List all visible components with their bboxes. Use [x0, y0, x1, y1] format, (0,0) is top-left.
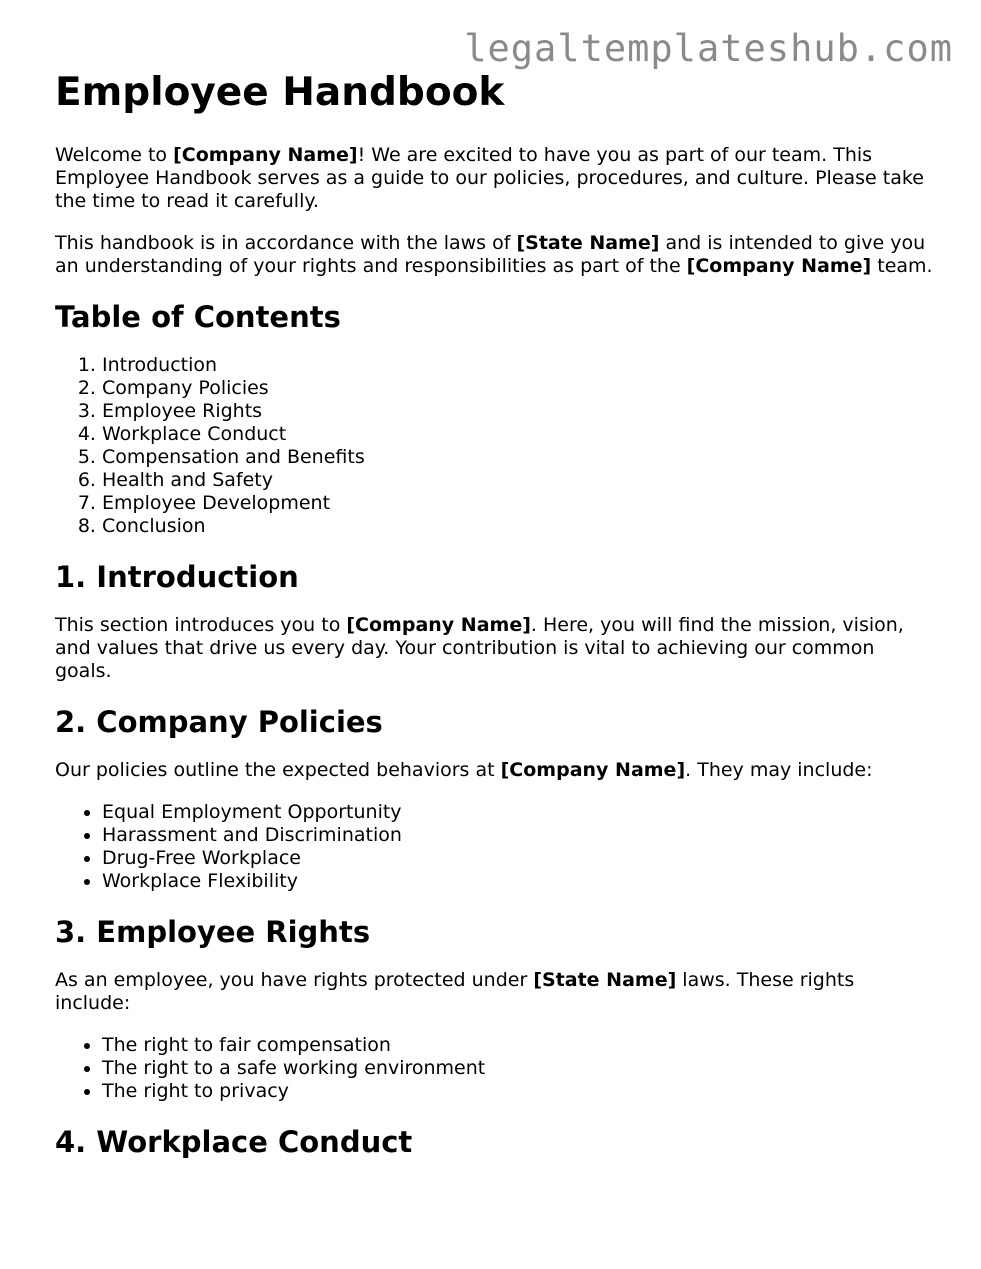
- section-heading-company-policies: 2. Company Policies: [55, 705, 383, 739]
- text-run: laws. These rights include:: [55, 969, 855, 1014]
- list-item: • Harassment and Discrimination: [102, 824, 935, 847]
- toc-item-compensation-benefits: 5. Compensation and Benefits: [102, 446, 935, 469]
- list-item: • The right to a safe working environment: [102, 1057, 935, 1080]
- company-name-placeholder: [Company Name]: [686, 255, 872, 277]
- text-run: . Here, you will find the mission, vision, and values that drive us every day. Your contribution is vital to achieving our common goals.: [55, 614, 904, 682]
- toc-item-introduction: 1. Introduction: [102, 354, 935, 377]
- toc-heading: Table of Contents: [55, 300, 341, 334]
- text-run: This handbook is in accordance with the laws of: [55, 232, 517, 254]
- text-run: . They may include:: [685, 759, 873, 781]
- company-name-placeholder: [Company Name]: [173, 144, 358, 166]
- section-heading-introduction: 1. Introduction: [55, 560, 299, 594]
- intro-paragraph-2: [55, 232, 935, 278]
- section-text-company-policies: [55, 759, 935, 782]
- intro-paragraph-1: [55, 144, 935, 213]
- toc-item-company-policies: 2. Company Policies: [102, 377, 935, 400]
- rights-list: [55, 1034, 935, 1103]
- list-item: • Drug-Free Workplace: [102, 847, 935, 870]
- toc-item-employee-rights: 3. Employee Rights: [102, 400, 935, 423]
- company-name-placeholder: [Company Name]: [500, 759, 686, 781]
- text-run: team.: [871, 255, 933, 277]
- text-run: This section introduces you to: [55, 614, 347, 636]
- page-title: Employee Handbook: [55, 70, 505, 115]
- text-run: and is intended to give you an understanding of your rights and responsibilities as part of the: [55, 232, 926, 277]
- text-run: ! We are excited to have you as part of our team. This Employee Handbook serves as a guide to our policies, procedures, and culture. Please take the time to read it carefully.: [55, 144, 924, 212]
- list-item: • Workplace Flexibility: [102, 870, 935, 893]
- watermark: legaltemplateshub.com: [464, 27, 953, 70]
- toc-list: [55, 354, 935, 538]
- state-name-placeholder: [State Name]: [516, 232, 660, 254]
- toc-item-health-safety: 6. Health and Safety: [102, 469, 935, 492]
- toc-item-conclusion: 8. Conclusion: [102, 515, 935, 538]
- state-name-placeholder: [State Name]: [533, 969, 677, 991]
- section-text-employee-rights: [55, 969, 935, 1015]
- list-item: • The right to privacy: [102, 1080, 935, 1103]
- text-run: Our policies outline the expected behaviors at: [55, 759, 501, 781]
- document-page: [55, 70, 935, 1179]
- section-heading-workplace-conduct: 4. Workplace Conduct: [55, 1125, 413, 1159]
- company-name-placeholder: [Company Name]: [346, 614, 531, 636]
- section-text-introduction: [55, 614, 935, 683]
- text-run: As an employee, you have rights protected under: [55, 969, 534, 991]
- list-item: • Equal Employment Opportunity: [102, 801, 935, 824]
- toc-item-workplace-conduct: 4. Workplace Conduct: [102, 423, 935, 446]
- text-run: Welcome to: [55, 144, 174, 166]
- section-heading-employee-rights: 3. Employee Rights: [55, 915, 371, 949]
- toc-item-employee-development: 7. Employee Development: [102, 492, 935, 515]
- list-item: • The right to fair compensation: [102, 1034, 935, 1057]
- policies-list: [55, 801, 935, 893]
